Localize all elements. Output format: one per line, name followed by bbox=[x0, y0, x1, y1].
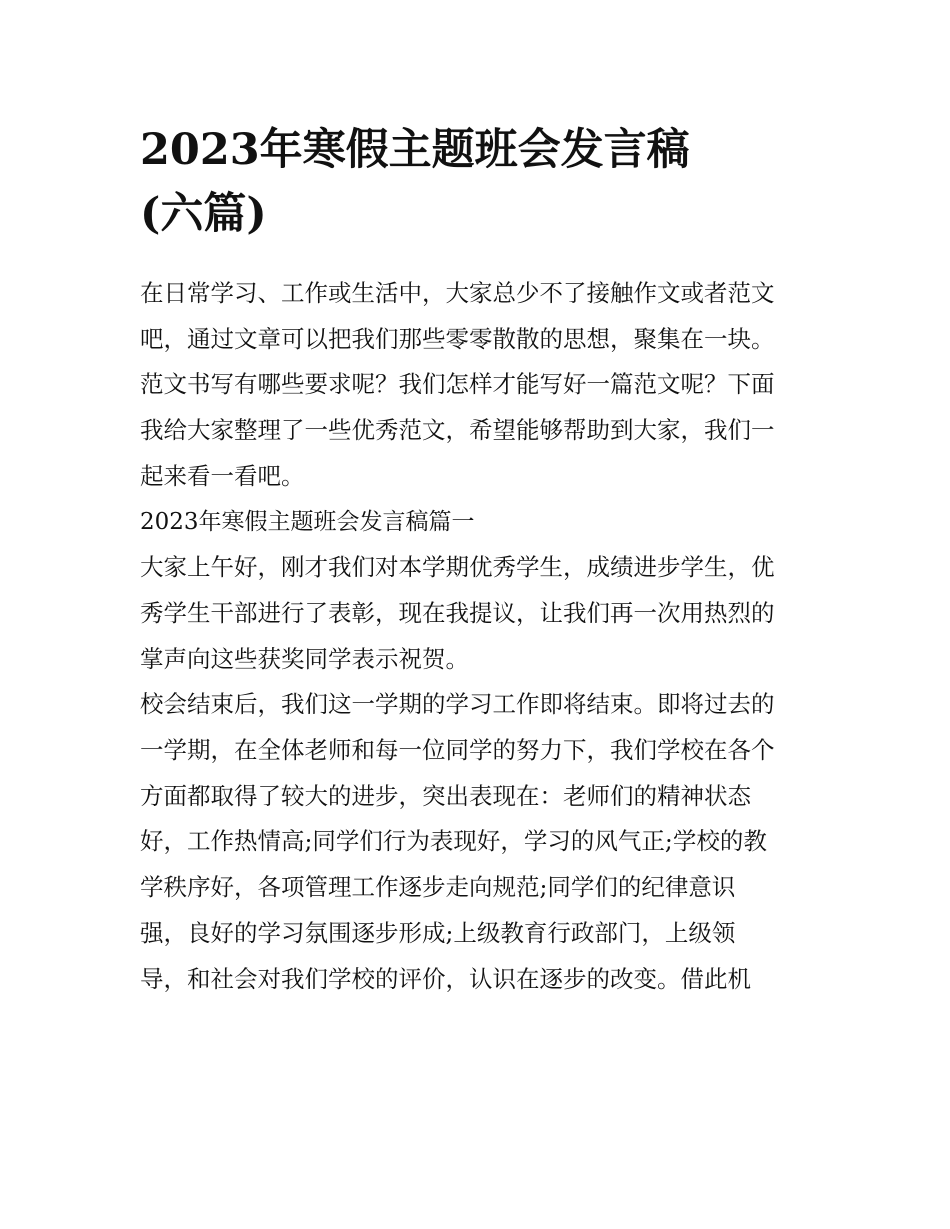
intro-line: 范文书写有哪些要求呢？我们怎样才能写好一篇范文呢？下面 bbox=[140, 370, 775, 399]
section-heading: 2023年寒假主题班会发言稿篇一 bbox=[140, 508, 475, 535]
paragraph-line: 校会结束后，我们这一学期的学习工作即将结束。即将过去的 bbox=[140, 690, 775, 719]
intro-line: 吧，通过文章可以把我们那些零零散散的思想，聚集在一块。 bbox=[140, 324, 775, 353]
body-paragraph-2 bbox=[140, 682, 820, 1002]
paragraph-line: 一学期，在全体老师和每一位同学的努力下，我们学校在各个 bbox=[140, 736, 775, 765]
paragraph-line: 大家上午好，刚才我们对本学期优秀学生，成绩进步学生，优 bbox=[140, 553, 775, 582]
paragraph-line: 掌声向这些获奖同学表示祝贺。 bbox=[140, 644, 469, 673]
intro-line: 我给大家整理了一些优秀范文，希望能够帮助到大家，我们一 bbox=[140, 416, 775, 445]
paragraph-line: 导，和社会对我们学校的评价，认识在逐步的改变。借此机 bbox=[140, 964, 751, 993]
title-line-2: (六篇) bbox=[140, 189, 267, 239]
paragraph-line: 学秩序好，各项管理工作逐步走向规范;同学们的纪律意识 bbox=[140, 873, 736, 902]
title-line-1: 2023年寒假主题班会发言稿 bbox=[140, 125, 690, 175]
paragraph-line: 好，工作热情高;同学们行为表现好，学习的风气正;学校的教 bbox=[140, 827, 767, 856]
document-title bbox=[140, 118, 820, 246]
paragraph-line: 方面都取得了较大的进步，突出表现在：老师们的精神状态 bbox=[140, 781, 751, 810]
paragraph-line: 强，良好的学习氛围逐步形成;上级教育行政部门，上级领 bbox=[140, 918, 736, 947]
intro-paragraph bbox=[140, 271, 820, 500]
paragraph-line: 秀学生干部进行了表彰，现在我提议，让我们再一次用热烈的 bbox=[140, 598, 775, 627]
intro-line: 起来看一看吧。 bbox=[140, 461, 305, 490]
body-paragraph-1 bbox=[140, 545, 820, 682]
document-body bbox=[140, 118, 820, 1002]
intro-line: 在日常学习、工作或生活中，大家总少不了接触作文或者范文 bbox=[140, 279, 775, 307]
